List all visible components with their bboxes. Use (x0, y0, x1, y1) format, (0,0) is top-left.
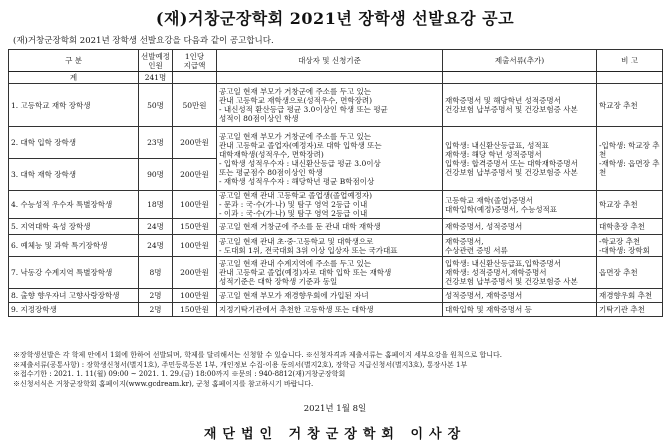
row-note: -학교장 추천 -대학생: 장학회 (597, 235, 663, 257)
row-docs: 입학생: 내신환산등급표,입학증명서 재학생: 성적증명서,재학증명서 건강보험 납부증명서 및 건강보험증 사본 (443, 257, 597, 289)
row-amount: 150만원 (173, 303, 217, 317)
header-category: 구 분 (9, 50, 139, 72)
row-note: 기탁기관 추천 (597, 303, 663, 317)
row-amount: 100만원 (173, 191, 217, 219)
row-category: 3. 대학 재학 장학생 (9, 159, 139, 191)
header-note: 비 고 (597, 50, 663, 72)
row-note: 학교장 추천 (597, 84, 663, 127)
table-row (9, 289, 663, 303)
criteria-text: - 재학생 성적우수자 : 해당학년 평균 B학점이상 (219, 176, 375, 186)
header-criteria: 대상자 및 신청기준 (217, 50, 443, 72)
table-total-row (9, 72, 663, 84)
row-docs: 재학증명서 및 해당학년 성적증명서 건강보험 납부증명서 및 건강보험증 사본 (443, 84, 597, 127)
row-amount: 150만원 (173, 219, 217, 235)
row-amount: 100만원 (173, 235, 217, 257)
table-row (9, 191, 663, 219)
row-criteria: 공고일 현재 거창군에 주소를 둔 관내 대학 재학생 (217, 219, 443, 235)
row-criteria: 공고일 현재 부모가 거창군에 주소를 두고 있는 관내 고등학교 재학생으로(성적우수, 면학장려) - 내신성적 환산등급 평균 3.0이상인 학생 또는 평균 성적이 80점이상인 학생 (217, 84, 443, 127)
row-category: 1. 고등학교 재학 장학생 (9, 84, 139, 127)
row-category: 5. 지역대학 육성 장학생 (9, 219, 139, 235)
note-line: ※신청서식은 거창군장학회 홈페이지(www.gcdream.kr), 군청 홈페이지를 참고하시기 바랍니다. (13, 380, 314, 389)
header-amount: 1인당 지급액 (173, 50, 217, 72)
row-count: 24명 (139, 219, 173, 235)
row-category: 7. 낙동강 수계지역 특별장학생 (9, 257, 139, 289)
row-count: 90명 (139, 159, 173, 191)
row-count: 50명 (139, 84, 173, 127)
row-category: 9. 지정장학생 (9, 303, 139, 317)
row-note: 학교장 추천 (597, 191, 663, 219)
row-amount: 50만원 (173, 84, 217, 127)
row-criteria: 지정기탁기관에서 추천한 고등학생 또는 대학생 (217, 303, 443, 317)
row-category: 6. 예체능 및 과학 특기장학생 (9, 235, 139, 257)
row-docs: 재학증명서, 수상관련 증빙 서류 (443, 235, 597, 257)
table-header-row (9, 50, 663, 72)
row-amount: 200만원 (173, 127, 217, 159)
row-docs: 고등학교 재학(졸업)증명서 대학입학(예정)증명서, 수능성적표 (443, 191, 597, 219)
row-docs: 입학생: 내신환산등급표, 성적표 재학생: 해당 학년 성적증명서 입학생: 합격증명서 또는 대학재학증명서 건강보험 납부증명서 및 건강보험증 사본 (443, 127, 597, 191)
table-row (9, 84, 663, 127)
row-criteria: 공고일 현재 관내 수계지역에 주소를 두고 있는 관내 고등학교 졸업(예정)자로 대학 입학 또는 재학생 성적기준은 대학 장학생 기준과 동일 (217, 257, 443, 289)
row-count: 18명 (139, 191, 173, 219)
row-note: -입학생: 학교장 추천 -재학생: 읍면장 추천 (597, 127, 663, 191)
row-criteria: 공고일 현재 관내 초·중·고등학교 및 대학생으로 - 도대회 1위, 전국대회 3위 이상 입상자 또는 국가대표 (217, 235, 443, 257)
row-count: 8명 (139, 257, 173, 289)
scholarship-table (8, 49, 663, 317)
row-criteria: 공고일 현재 부모가 재경향우회에 가입된 자녀 (217, 289, 443, 303)
row-note: 읍면장 추천 (597, 257, 663, 289)
header-docs: 제출서류(추가) (443, 50, 597, 72)
row-criteria: 공고일 현재 관내 고등학교 졸업생(졸업예정자) - 문과 : 국·수(가·나) 및 탐구 영역 2등급 이내 - 이과 : 국·수(가·나) 및 탐구 영역 2등급 이내 (217, 191, 443, 219)
announcement-date: 2021년 1월 8일 (303, 404, 367, 414)
row-count: 24명 (139, 235, 173, 257)
row-count: 2명 (139, 303, 173, 317)
row-category: 2. 대학 입학 장학생 (9, 127, 139, 159)
row-amount: 200만원 (173, 257, 217, 289)
row-category: 8. 출향 향우자녀 고향사랑장학생 (9, 289, 139, 303)
table-row (9, 235, 663, 257)
table-row (9, 219, 663, 235)
table-row (9, 257, 663, 289)
total-label: 계 (9, 72, 139, 84)
row-note: 재경향우회 추천 (597, 289, 663, 303)
note-line: ※접수기한 : 2021. 1. 11(월) 09:00 ~ 2021. 1. 29.(금) 18:00까지 ※문의 : 940-8812(재)거창군장학회 (13, 370, 346, 379)
row-amount: 100만원 (173, 289, 217, 303)
total-count: 241명 (139, 72, 173, 84)
criteria-text: 공고일 현재 부모가 거창군에 주소를 두고 있는 관내 고등학교 졸업자(예정자)로 대학 입학생 또는 대학재학생(성적우수, 면학장려) - 입학생 성적우수자 : 내신환산등급 평균 3.0이상 또는 평균점수 80점이상인 학생 (219, 131, 382, 177)
row-docs: 재학증명서, 성적증명서 (443, 219, 597, 235)
note-line: ※제출서류(공통사항) : 장학생신청서(별지1호), 주민등록등본 1부, 개인정보 수집·이용 동의서(별지2호), 장학금 지급신청서(별지3호), 통장사본 1부 (13, 360, 468, 369)
page-title: (재)거창군장학회 2021년 장학생 선발요강 공고 (155, 9, 515, 28)
note-line: ※장학생선발은 각 학제 안에서 1회에 한하여 선발되며, 학제를 달리해서는 신청할 수 있습니다. ※신청자격과 제출서류는 홈페이지 세부요강을 원칙으로 합니다. (13, 351, 502, 359)
row-criteria (217, 127, 443, 191)
row-category: 4. 수능성적 우수자 특별장학생 (9, 191, 139, 219)
notes-section (13, 351, 663, 390)
signer-name: 재단법인 거창군장학회 이사장 (203, 427, 467, 442)
header-count: 선발예정 인원 (139, 50, 173, 72)
row-docs: 성적증명서, 재학증명서 (443, 289, 597, 303)
row-docs: 대학입학 및 재학증명서 등 (443, 303, 597, 317)
row-count: 2명 (139, 289, 173, 303)
intro-text: (재)거창군장학회 2021년 장학생 선발요강을 다음과 같이 공고합니다. (13, 36, 274, 46)
row-count: 23명 (139, 127, 173, 159)
row-amount: 200만원 (173, 159, 217, 191)
table-row (9, 303, 663, 317)
row-note: 대학총장 추천 (597, 219, 663, 235)
table-row (9, 127, 663, 159)
